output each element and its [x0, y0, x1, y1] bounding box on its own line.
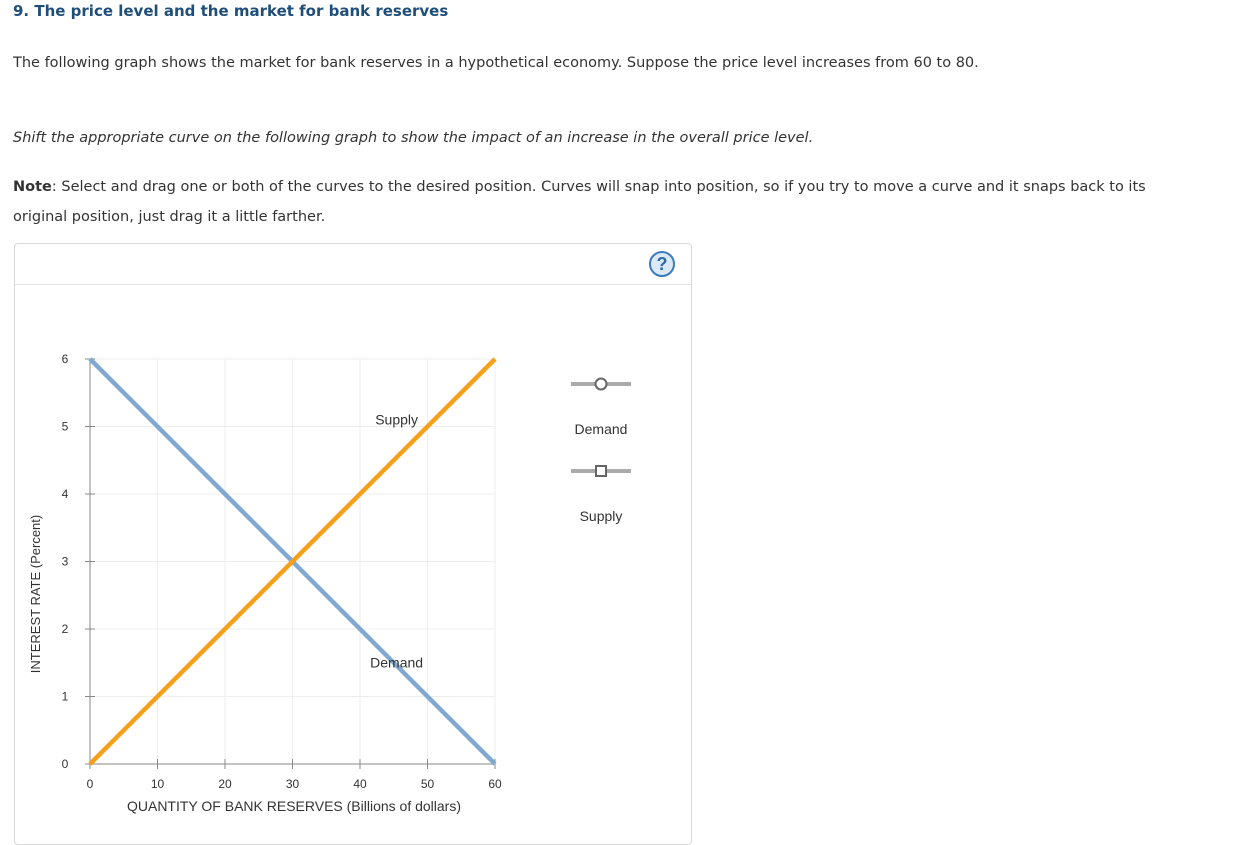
- y-tick-label: 2: [61, 622, 69, 636]
- x-tick-label: 60: [488, 777, 502, 791]
- question-title: 9. The price level and the market for bank reserves: [13, 2, 449, 20]
- x-tick-label: 10: [150, 777, 165, 791]
- x-tick-label: 30: [285, 777, 300, 791]
- x-tick-label: 50: [420, 777, 435, 791]
- x-axis-label: QUANTITY OF BANK RESERVES (Billions of dollars): [126, 798, 462, 814]
- legend-demand-label: Demand: [574, 421, 628, 437]
- x-tick-label: 40: [353, 777, 367, 791]
- graph-panel-header: [15, 244, 691, 285]
- question-intro: The following graph shows the market for bank reserves in a hypothetical economy. Suppose the price level increases from 60 to 80.: [13, 55, 979, 71]
- y-tick-label: 0: [61, 757, 69, 771]
- curve-label-demand: Demand: [370, 654, 424, 671]
- y-tick-label: 1: [61, 689, 69, 704]
- y-tick-label: 3: [61, 554, 69, 569]
- note-paragraph: [13, 172, 1193, 232]
- legend-supply-label: Supply: [579, 508, 623, 524]
- question-instruction: Shift the appropriate curve on the following graph to show the impact of an increase in the overall price level.: [13, 130, 814, 146]
- bank-reserves-chart: [15, 284, 691, 844]
- y-axis-label: INTEREST RATE (Percent): [28, 514, 43, 674]
- y-tick-label: 6: [61, 352, 69, 366]
- x-tick-label: 20: [218, 777, 232, 791]
- chart-annotations: [370, 412, 423, 671]
- help-question-icon[interactable]: ?: [649, 251, 675, 277]
- legend-supply-square-icon: [596, 466, 606, 476]
- legend-demand-tool[interactable]: [571, 379, 631, 390]
- note-text: : Select and drag one or both of the curves to the desired position. Curves will snap into position, so if you try to move a curve and it snaps back to its original position, just drag it a little farther.: [13, 179, 1146, 225]
- legend-demand-circle-icon: [596, 379, 607, 390]
- x-tick-label: 0: [86, 777, 94, 791]
- y-tick-label: 4: [61, 487, 69, 501]
- curve-label-supply: Supply: [375, 411, 419, 428]
- note-label: Note: [13, 179, 52, 195]
- legend-supply-tool[interactable]: [571, 466, 631, 476]
- y-tick-label: 5: [61, 419, 69, 434]
- graph-panel: [14, 243, 692, 845]
